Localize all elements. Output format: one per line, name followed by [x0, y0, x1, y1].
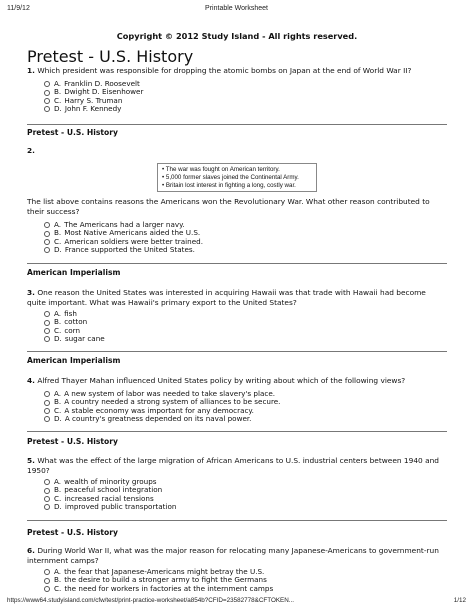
- section-title: Pretest - U.S. History: [27, 128, 118, 137]
- option-d[interactable]: D. France supported the United States.: [44, 246, 203, 254]
- copyright-notice: Copyright © 2012 Study Island - All rights reserved.: [116, 31, 358, 41]
- question-number: 1.: [27, 66, 35, 75]
- question-5: [27, 456, 447, 476]
- option-b[interactable]: B. Most Native Americans aided the U.S.: [44, 229, 203, 237]
- question-2: [27, 197, 447, 217]
- radio-icon[interactable]: [44, 416, 50, 422]
- option-a[interactable]: A. Franklin D. Roosevelt: [44, 80, 143, 88]
- section-divider: [27, 431, 447, 432]
- radio-icon[interactable]: [44, 231, 50, 237]
- radio-icon[interactable]: [44, 479, 50, 485]
- radio-icon[interactable]: [44, 81, 50, 87]
- option-c[interactable]: C. the need for workers in factories at the internment camps: [44, 585, 273, 593]
- question-1: [27, 66, 447, 76]
- section-divider: [27, 351, 447, 352]
- option-b[interactable]: B. peaceful school integration: [44, 486, 176, 494]
- question-4: [27, 376, 447, 386]
- print-title: Printable Worksheet: [205, 5, 268, 12]
- section-divider: [27, 124, 447, 125]
- question-number: 2.: [27, 146, 35, 155]
- radio-icon[interactable]: [44, 496, 50, 502]
- question-number: 3.: [27, 288, 35, 297]
- question-number: 5.: [27, 456, 35, 465]
- option-b[interactable]: B. the desire to build a stronger army to fight the Germans: [44, 576, 273, 584]
- question-number: 4.: [27, 376, 35, 385]
- radio-icon[interactable]: [44, 578, 50, 584]
- option-a[interactable]: A. fish: [44, 310, 105, 318]
- section-title: Pretest - U.S. History: [27, 528, 118, 537]
- list-item: • 5,000 former slaves joined the Continental Army.: [162, 174, 299, 182]
- option-c[interactable]: C. increased racial tensions: [44, 495, 176, 503]
- question-text: One reason the United States was interested in acquiring Hawaii was that trade with Hawaii had become quite important. What was Hawaii's primary export to the United States?: [27, 288, 426, 307]
- radio-icon[interactable]: [44, 239, 50, 245]
- radio-icon[interactable]: [44, 247, 50, 253]
- question-number: 6.: [27, 546, 35, 555]
- question-6: [27, 546, 447, 566]
- option-d[interactable]: D. sugar cane: [44, 335, 105, 343]
- radio-icon[interactable]: [44, 586, 50, 592]
- option-d[interactable]: D. A country's greatness depended on its naval power.: [44, 415, 280, 423]
- list-item: • Britain lost interest in fighting a long, costly war.: [162, 182, 296, 190]
- answer-options-5: [44, 478, 176, 512]
- question-3: [27, 288, 447, 308]
- radio-icon[interactable]: [44, 311, 50, 317]
- option-a[interactable]: A. the fear that Japanese-Americans might betray the U.S.: [44, 568, 273, 576]
- option-a[interactable]: A. wealth of minority groups: [44, 478, 176, 486]
- radio-icon[interactable]: [44, 400, 50, 406]
- option-c[interactable]: C. corn: [44, 327, 105, 335]
- radio-icon[interactable]: [44, 222, 50, 228]
- answer-options-1: [44, 80, 143, 114]
- section-divider: [27, 520, 447, 521]
- print-header: [7, 5, 466, 15]
- section-title: American Imperialism: [27, 268, 121, 277]
- radio-icon[interactable]: [44, 488, 50, 494]
- radio-icon[interactable]: [44, 106, 50, 112]
- option-d[interactable]: D. improved public transportation: [44, 503, 176, 511]
- page-number: 1/12: [453, 597, 466, 604]
- option-c[interactable]: C. A stable economy was important for any democracy.: [44, 407, 280, 415]
- question-text: What was the effect of the large migration of African Americans to U.S. industrial centers between 1940 and 1950?: [27, 456, 439, 475]
- section-title: Pretest - U.S. History: [27, 47, 194, 66]
- option-a[interactable]: A. The Americans had a larger navy.: [44, 221, 203, 229]
- radio-icon[interactable]: [44, 328, 50, 334]
- section-title: Pretest - U.S. History: [27, 437, 118, 446]
- reasons-list-box: [157, 163, 317, 192]
- radio-icon[interactable]: [44, 504, 50, 510]
- question-2-number: [27, 146, 447, 156]
- section-divider: [27, 263, 447, 264]
- radio-icon[interactable]: [44, 336, 50, 342]
- answer-options-4: [44, 390, 280, 424]
- radio-icon[interactable]: [44, 98, 50, 104]
- option-d[interactable]: D. John F. Kennedy: [44, 105, 143, 113]
- answer-options-3: [44, 310, 105, 344]
- print-footer: [7, 597, 466, 607]
- radio-icon[interactable]: [44, 569, 50, 575]
- question-text: During World War II, what was the major reason for relocating many Japanese-Americans to government-run internment camps?: [27, 546, 439, 565]
- option-b[interactable]: B. cotton: [44, 318, 105, 326]
- question-text: The list above contains reasons the Americans won the Revolutionary War. What other reason contributed to their success?: [27, 197, 430, 216]
- option-b[interactable]: B. Dwight D. Eisenhower: [44, 88, 143, 96]
- question-text: Which president was responsible for dropping the atomic bombs on Japan at the end of World War II?: [37, 66, 412, 75]
- option-b[interactable]: B. A country needed a strong system of alliances to be secure.: [44, 398, 280, 406]
- option-c[interactable]: C. American soldiers were better trained.: [44, 238, 203, 246]
- radio-icon[interactable]: [44, 90, 50, 96]
- option-a[interactable]: A. A new system of labor was needed to take slavery's place.: [44, 390, 280, 398]
- radio-icon[interactable]: [44, 320, 50, 326]
- answer-options-2: [44, 221, 203, 255]
- question-text: Alfred Thayer Mahan influenced United States policy by writing about which of the following views?: [37, 376, 406, 385]
- option-c[interactable]: C. Harry S. Truman: [44, 97, 143, 105]
- answer-options-6: [44, 568, 273, 593]
- page-url: https://www64.studyisland.com/cfw/test/print-practice-worksheet/a854b?CFID=23582778&CFTOKEN...: [7, 597, 295, 604]
- list-item: • The war was fought on American territory.: [162, 166, 280, 173]
- radio-icon[interactable]: [44, 408, 50, 414]
- print-date: 11/9/12: [7, 5, 30, 12]
- section-title: American Imperialism: [27, 356, 121, 365]
- radio-icon[interactable]: [44, 391, 50, 397]
